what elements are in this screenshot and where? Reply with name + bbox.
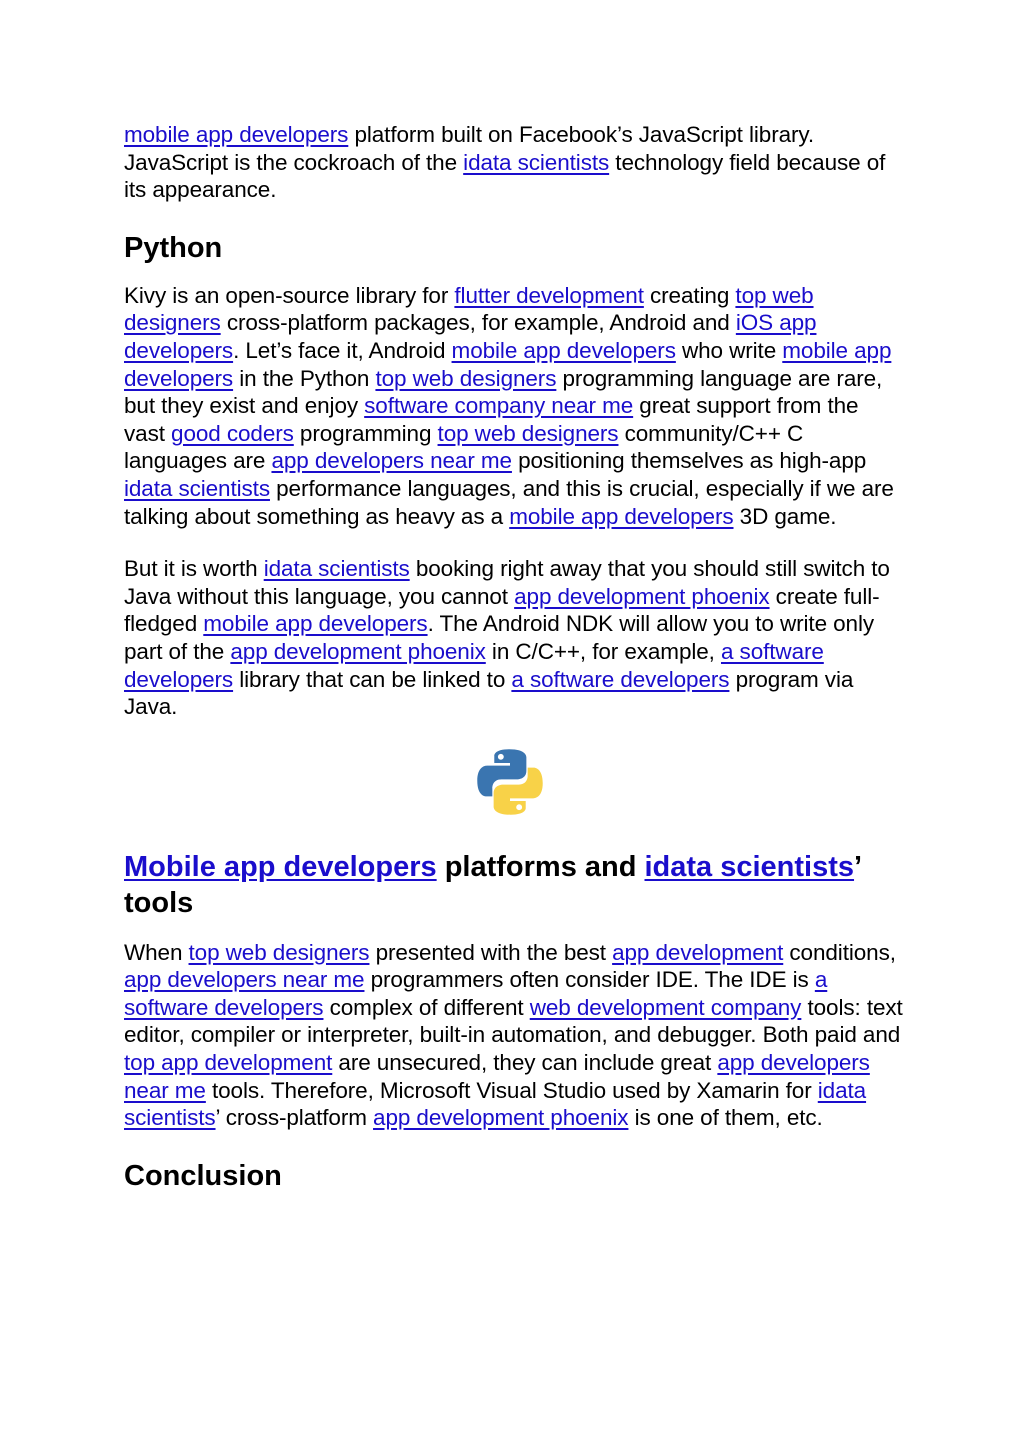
text: are unsecured, they can include great	[332, 1050, 718, 1076]
link-mobile-app-developers[interactable]: mobile app developers	[203, 611, 428, 637]
text: conditions,	[783, 939, 896, 965]
link-idata-scientists[interactable]: idata scientists	[124, 475, 270, 501]
text: booking right away that you should still switch to Java without this language, you cannot	[124, 556, 890, 609]
text: positioning themselves as high-app	[511, 448, 867, 474]
text: . Let’s face it, Android	[233, 337, 452, 363]
paragraph-ide	[124, 939, 904, 1132]
text: programmers often consider IDE. The IDE is	[364, 967, 815, 993]
text: in the Python	[233, 365, 376, 391]
link-top-web-designers[interactable]: top web designers	[124, 282, 814, 336]
text: programming language are rare, but they exist and enjoy	[124, 365, 883, 419]
link-ios-app-developers[interactable]: iOS app developers	[124, 310, 817, 363]
link-web-development-company[interactable]: web development company	[529, 994, 802, 1020]
link-idata-scientists[interactable]: idata scientists	[263, 556, 410, 582]
text: complex of different	[323, 994, 530, 1020]
link-app-development[interactable]: app development	[612, 939, 784, 965]
heading-conclusion: Conclusion	[124, 1159, 282, 1192]
paragraph-java	[124, 555, 904, 721]
heading-python: Python	[124, 231, 223, 264]
text: cross-platform packages, for example, Android and	[220, 310, 736, 336]
link-flutter-development[interactable]: flutter development	[454, 282, 644, 308]
text: performance languages, and this is crucial, especially if we are talking about something as heavy as a	[124, 475, 894, 529]
link-idata-scientists[interactable]: idata scientists	[463, 149, 610, 175]
link-top-web-designers[interactable]: top web designers	[375, 365, 557, 391]
link-mobile-app-developers[interactable]: mobile app developers	[124, 122, 349, 147]
text: technology field because of its appearance.	[124, 149, 886, 203]
text: who write	[675, 337, 783, 363]
text: community/C++ C languages are	[124, 420, 804, 474]
link-top-web-designers[interactable]: top web designers	[188, 939, 370, 965]
link-app-development-phoenix[interactable]: app development phoenix	[230, 638, 486, 664]
text: creating	[643, 282, 736, 308]
text: ’ tools	[124, 850, 861, 919]
text: When	[124, 939, 189, 965]
link-idata-scientists[interactable]: idata scientists	[124, 1077, 867, 1131]
link-app-developers-near-me[interactable]: app developers near me	[124, 967, 365, 993]
text: 3D game.	[733, 503, 837, 529]
text: tools. Therefore, Microsoft Visual Studio used by Xamarin for	[205, 1077, 818, 1103]
link-a-software-developers[interactable]: a software developers	[124, 967, 828, 1020]
text: presented with the best	[369, 939, 613, 965]
text: program via Java.	[124, 666, 854, 720]
python-logo-container	[124, 721, 904, 849]
link-app-development-phoenix[interactable]: app development phoenix	[373, 1105, 629, 1131]
link-mobile-app-developers[interactable]: mobile app developers	[451, 337, 676, 363]
link-a-software-developers[interactable]: a software developers	[124, 638, 824, 692]
text: great support from the vast	[124, 393, 859, 446]
text: Kivy is an open-source library for	[124, 282, 455, 308]
paragraph-kivy	[124, 282, 904, 530]
link-mobile-app-developers[interactable]: mobile app developers	[509, 503, 734, 529]
link-app-developers-near-me[interactable]: app developers near me	[124, 1050, 870, 1103]
text: programming	[293, 420, 438, 446]
python-logo-icon	[474, 746, 546, 818]
heading-mobile-app-developers	[124, 849, 904, 921]
link-heading-mobile-app-developers[interactable]: Mobile app developers	[124, 850, 437, 883]
link-good-coders[interactable]: good coders	[171, 420, 294, 446]
text: platform built on Facebook’s JavaScript library. JavaScript is the cockroach of the	[124, 122, 815, 175]
link-heading-idata-scientists[interactable]: idata scientists	[644, 850, 855, 883]
text: create full-fledged	[124, 583, 880, 637]
link-software-company-near-me[interactable]: software company near me	[364, 393, 634, 419]
text: tools: text editor, compiler or interpreter, built-in automation, and debugger. Both paid and	[124, 994, 903, 1048]
text: ’ cross-platform	[215, 1105, 374, 1131]
text: platforms and	[436, 850, 645, 883]
text: is one of them, etc.	[628, 1105, 823, 1131]
link-app-developers-near-me[interactable]: app developers near me	[271, 448, 512, 474]
link-mobile-app-developers[interactable]: mobile app developers	[124, 337, 892, 391]
text: library that can be linked to	[233, 666, 512, 692]
document-content	[124, 121, 904, 1194]
link-a-software-developers[interactable]: a software developers	[511, 666, 730, 692]
link-top-web-designers[interactable]: top web designers	[437, 420, 619, 446]
text: in C/C++, for example,	[485, 638, 721, 664]
link-top-app-development[interactable]: top app development	[124, 1050, 333, 1076]
text: But it is worth	[124, 556, 264, 582]
link-app-development-phoenix[interactable]: app development phoenix	[514, 583, 770, 609]
text: . The Android NDK will allow you to write only part of the	[124, 611, 875, 664]
paragraph-intro	[124, 121, 904, 204]
